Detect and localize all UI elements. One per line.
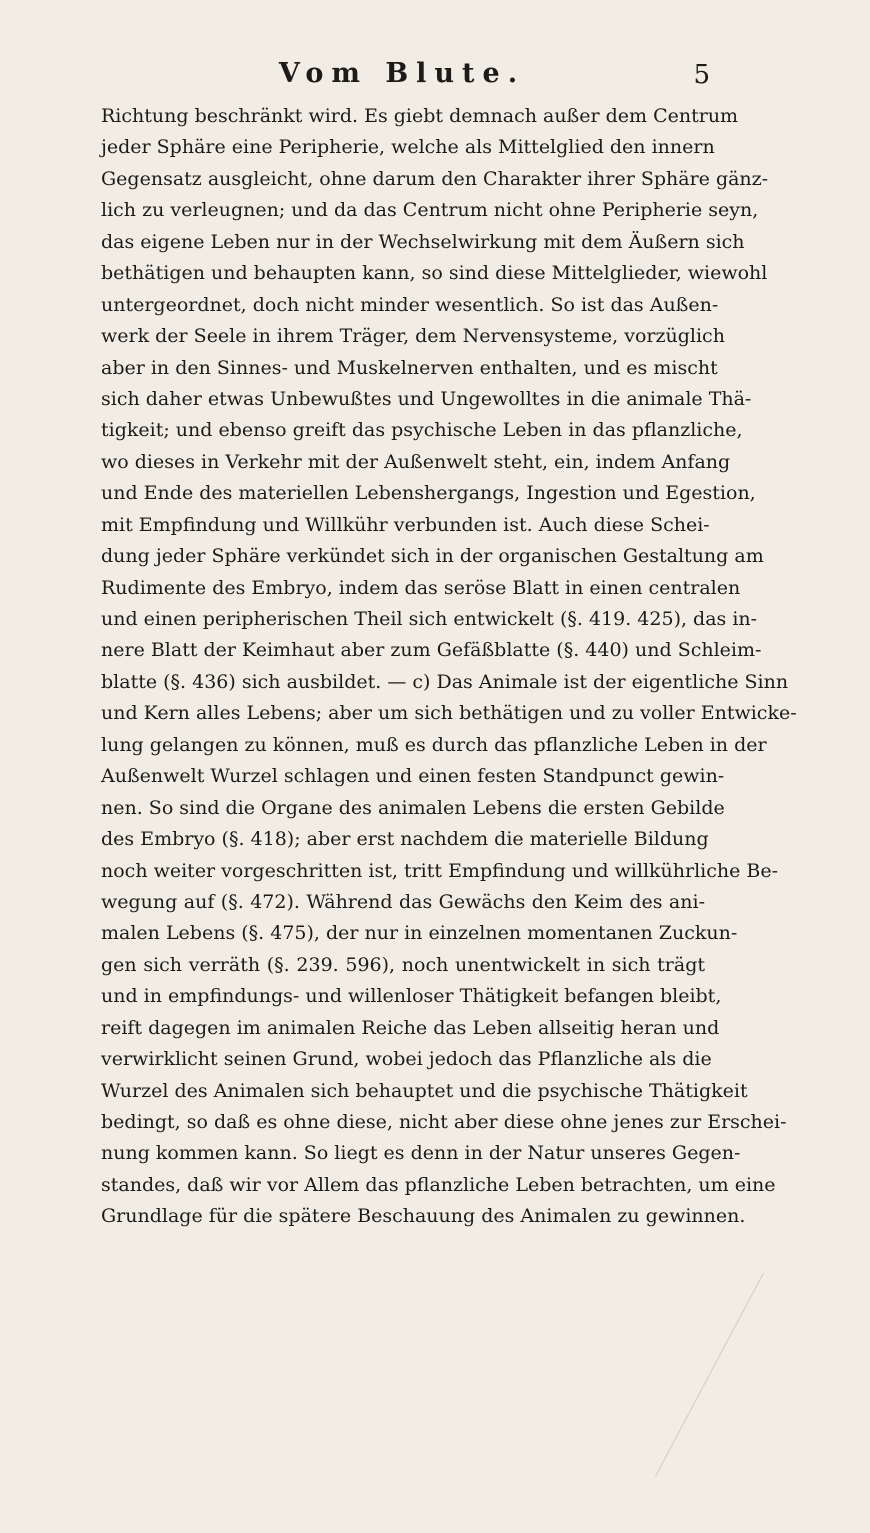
- page-header: [96, 58, 708, 98]
- running-head: Vom Blute.: [278, 58, 526, 89]
- text-line: lung gelangen zu können, muß es durch das pflanzliche Leben in der: [101, 733, 767, 756]
- text-line: Grundlage für die spätere Beschauung des Animalen zu gewinnen.: [101, 1205, 746, 1228]
- text-line: lich zu verleugnen; und da das Centrum nicht ohne Peripherie seyn,: [101, 199, 759, 222]
- text-line: bethätigen und behaupten kann, so sind diese Mittelglieder, wiewohl: [101, 262, 768, 285]
- body-text: [101, 101, 797, 1233]
- text-line: untergeordnet, doch nicht minder wesentlich. So ist das Außen-: [101, 293, 719, 316]
- text-line: und Kern alles Lebens; aber um sich bethätigen und zu voller Entwicke-: [101, 702, 797, 725]
- text-line: Richtung beschränkt wird. Es giebt demnach außer dem Centrum: [101, 105, 739, 127]
- text-line: mit Empfindung und Willkühr verbunden ist. Auch diese Schei-: [101, 513, 710, 536]
- text-line: und in empfindungs- und willenloser Thätigkeit befangen bleibt,: [101, 985, 722, 1008]
- text-line: nere Blatt der Keimhaut aber zum Gefäßblatte (§. 440) und Schleim-: [101, 639, 762, 662]
- text-line: und einen peripherischen Theil sich entwickelt (§. 419. 425), das in-: [101, 608, 758, 630]
- text-line: noch weiter vorgeschritten ist, tritt Empfindung und willkührliche Be-: [101, 859, 779, 882]
- text-line: bedingt, so daß es ohne diese, nicht aber diese ohne jenes zur Erschei-: [101, 1111, 787, 1133]
- text-line: verwirklicht seinen Grund, wobei jedoch das Pflanzliche als die: [101, 1048, 712, 1071]
- text-line: Rudimente des Embryo, indem das seröse Blatt in einen centralen: [101, 576, 741, 599]
- text-line: tigkeit; und ebenso greift das psychische Leben in das pflanzliche,: [101, 419, 743, 442]
- text-line: und Ende des materiellen Lebenshergangs, Ingestion und Egestion,: [101, 482, 756, 505]
- page-number: 5: [693, 60, 710, 90]
- text-line: werk der Seele in ihrem Träger, dem Nervensysteme, vorzüglich: [101, 325, 725, 348]
- text-line: reift dagegen im animalen Reiche das Leben allseitig heran und: [101, 1016, 720, 1039]
- text-line: blatte (§. 436) sich ausbildet. — c) Das Animale ist der eigentliche Sinn: [101, 670, 789, 693]
- text-line: Außenwelt Wurzel schlagen und einen festen Standpunct gewin-: [101, 765, 725, 788]
- text-line: wegung auf (§. 472). Während das Gewächs den Keim des ani-: [101, 890, 705, 913]
- text-line: wo dieses in Verkehr mit der Außenwelt steht, ein, indem Anfang: [101, 450, 731, 473]
- text-line: das eigene Leben nur in der Wechselwirkung mit dem Äußern sich: [101, 230, 745, 253]
- text-line: standes, daß wir vor Allem das pflanzliche Leben betrachten, um eine: [101, 1173, 776, 1196]
- scan-artifact: [655, 1273, 870, 1533]
- text-line: sich daher etwas Unbewußtes und Ungewolltes in die animale Thä-: [101, 387, 752, 410]
- text-line: jeder Sphäre eine Peripherie, welche als Mittelglied den innern: [101, 136, 715, 159]
- text-line: des Embryo (§. 418); aber erst nachdem die materielle Bildung: [101, 828, 709, 851]
- text-line: aber in den Sinnes- und Muskelnerven enthalten, und es mischt: [101, 356, 718, 379]
- text-line: Wurzel des Animalen sich behauptet und die psychische Thätigkeit: [101, 1079, 748, 1102]
- text-line: nung kommen kann. So liegt es denn in der Natur unseres Gegen-: [101, 1142, 741, 1165]
- text-line: dung jeder Sphäre verkündet sich in der organischen Gestaltung am: [101, 545, 764, 568]
- text-line: gen sich verräth (§. 239. 596), noch unentwickelt in sich trägt: [101, 953, 705, 976]
- text-line: nen. So sind die Organe des animalen Lebens die ersten Gebilde: [101, 796, 725, 819]
- text-line: malen Lebens (§. 475), der nur in einzelnen momentanen Zuckun-: [101, 922, 738, 945]
- text-line: Gegensatz ausgleicht, ohne darum den Charakter ihrer Sphäre gänz-: [101, 167, 769, 190]
